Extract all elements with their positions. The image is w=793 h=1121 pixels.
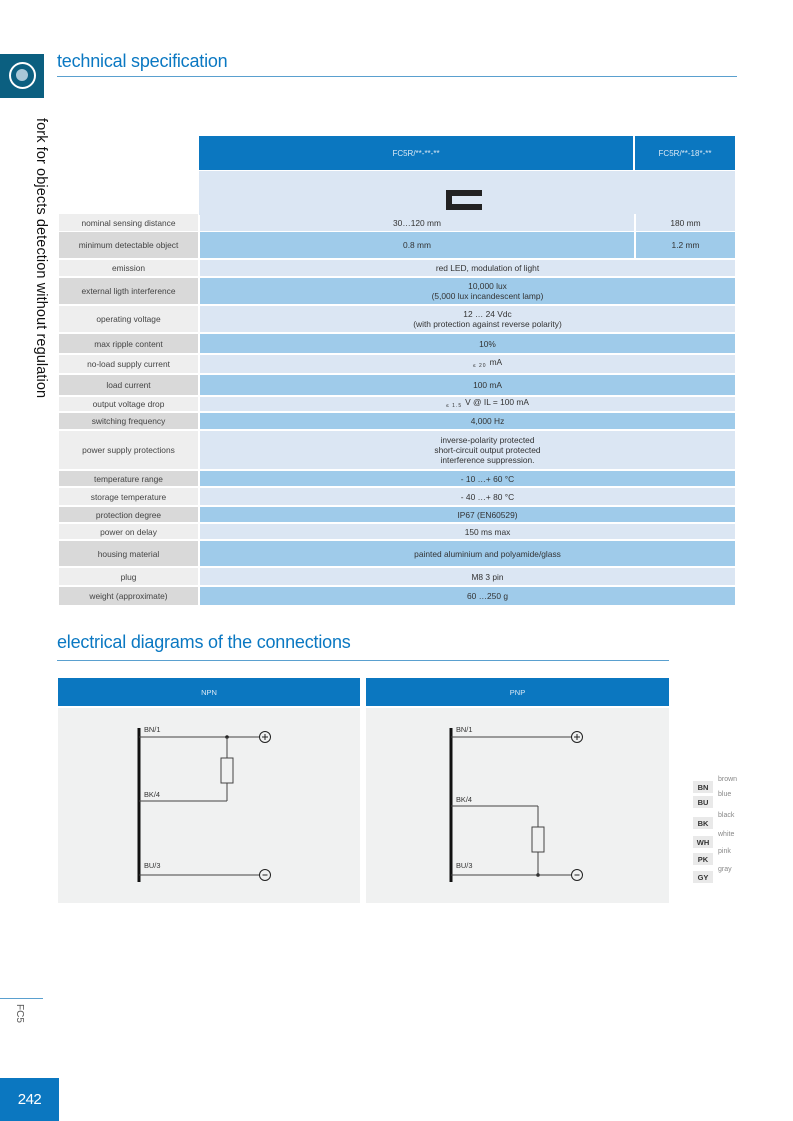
wire-label-bk: BK/4 xyxy=(144,790,161,799)
legend-item xyxy=(693,776,738,793)
spec-value xyxy=(200,334,735,353)
spec-value xyxy=(200,524,735,539)
wire-label-bu: BU/3 xyxy=(456,861,473,870)
value-line: inverse-polarity protected xyxy=(440,435,535,445)
spec-value-text xyxy=(461,474,514,484)
spec-value-text xyxy=(457,510,517,520)
fork-sensor-gap xyxy=(452,196,482,204)
spec-value-text xyxy=(473,357,502,371)
spec-value xyxy=(200,375,735,395)
spec-value xyxy=(200,260,735,276)
value-line: 12 … 24 Vdc xyxy=(463,309,512,319)
value-line: V @ IL = 100 mA xyxy=(465,397,529,407)
spec-value-text xyxy=(473,380,502,390)
spec-value xyxy=(200,232,735,258)
value-line: 10% xyxy=(479,338,496,349)
spec-row xyxy=(59,587,735,605)
legend-name: gray xyxy=(718,866,732,873)
spec-label: plug xyxy=(59,568,198,585)
spec-row xyxy=(59,375,735,395)
spec-value-model-1: 30…120 mm xyxy=(393,217,441,228)
spec-value xyxy=(200,488,735,505)
wire-label-bn: BN/1 xyxy=(144,725,161,734)
spec-value xyxy=(200,413,735,429)
legend-name: black xyxy=(718,812,735,819)
spec-value xyxy=(200,355,735,373)
spec-row xyxy=(59,278,735,304)
legend-name: brown xyxy=(718,776,738,783)
value-line: 100 mA xyxy=(473,380,502,390)
npn-schematic xyxy=(58,708,360,903)
sensor-circle-icon xyxy=(9,62,36,89)
legend-item xyxy=(693,812,735,829)
spec-row xyxy=(59,541,735,566)
legend-name: pink xyxy=(718,848,731,855)
spec-row xyxy=(59,232,735,258)
npn-diagram xyxy=(58,708,360,903)
model-header-2: FC5R/**-18*-** xyxy=(635,136,735,170)
legend-code: BN xyxy=(693,781,713,793)
spec-label: protection degree xyxy=(59,507,198,522)
spec-label: operating voltage xyxy=(59,306,198,332)
category-title: fork for objects detection without regulation xyxy=(33,118,49,399)
spec-value-text xyxy=(467,591,508,601)
spec-value-text xyxy=(465,527,511,537)
legend-name: white xyxy=(718,831,735,838)
spec-value xyxy=(200,471,735,486)
value-line: - 40 …+ 80 °C xyxy=(460,491,515,502)
spec-value-text xyxy=(414,549,561,559)
value-line: 4,000 Hz xyxy=(470,416,505,426)
spec-label: power on delay xyxy=(59,524,198,539)
spec-row xyxy=(59,431,735,469)
spec-value-model-2: 1.2 mm xyxy=(634,232,735,258)
diagrams-title-rule xyxy=(57,660,669,661)
wire-label-bk: BK/4 xyxy=(456,795,473,804)
spec-value-text xyxy=(446,397,529,411)
pnp-header: PNP xyxy=(366,678,669,706)
value-line: 10,000 lux xyxy=(468,281,507,291)
spec-value xyxy=(200,541,735,566)
spec-row xyxy=(59,306,735,332)
spec-label: housing material xyxy=(59,541,198,566)
spec-label: storage temperature xyxy=(59,488,198,505)
spec-value-text xyxy=(436,263,539,273)
legend-code: WH xyxy=(693,836,713,848)
legend-item xyxy=(693,848,731,865)
legend-code: GY xyxy=(693,871,713,883)
spec-value xyxy=(200,587,735,605)
spec-row xyxy=(59,524,735,539)
pnp-schematic xyxy=(366,708,669,903)
spec-row xyxy=(59,413,735,429)
spec-row xyxy=(59,397,735,411)
spec-value-text xyxy=(413,309,562,329)
value-line: short-circuit output protected xyxy=(434,445,541,455)
spec-value-text xyxy=(461,492,514,502)
spec-label: external ligth interference xyxy=(59,278,198,304)
value-line: painted aluminium and polyamide/glass xyxy=(414,548,561,559)
spec-title-rule xyxy=(57,76,737,77)
value-line: 60 …250 g xyxy=(467,591,508,601)
legend-item xyxy=(693,791,732,808)
spec-label: emission xyxy=(59,260,198,276)
value-line: IP67 (EN60529) xyxy=(457,509,518,520)
wire-label-bn: BN/1 xyxy=(456,725,473,734)
legend-code: PK xyxy=(693,853,713,865)
spec-value xyxy=(200,306,735,332)
value-prefix: ≤ 1.5 xyxy=(446,403,463,409)
spec-value-text xyxy=(479,339,496,349)
value-line: red LED, modulation of light xyxy=(435,263,540,273)
spec-value-text xyxy=(434,435,540,465)
spec-row xyxy=(59,488,735,505)
model-header-1: FC5R/**-**-** xyxy=(199,136,633,170)
spec-row xyxy=(59,507,735,522)
value-line: M8 3 pin xyxy=(471,571,504,582)
spec-value-text xyxy=(432,281,544,301)
product-code: FC5 xyxy=(14,1004,25,1023)
spec-label: load current xyxy=(59,375,198,395)
spec-row xyxy=(59,471,735,486)
diagrams-section-title: electrical diagrams of the connections xyxy=(57,632,351,652)
pnp-diagram xyxy=(366,708,669,903)
spec-label: weight (approximate) xyxy=(59,587,198,605)
spec-label: minimum detectable object xyxy=(59,232,198,258)
category-icon-box xyxy=(0,54,44,98)
spec-value xyxy=(200,214,735,231)
footer-rule xyxy=(0,998,43,999)
legend-code: BK xyxy=(693,817,713,829)
spec-value-text xyxy=(471,416,505,426)
spec-label: output voltage drop xyxy=(59,397,198,411)
spec-row xyxy=(59,334,735,353)
value-line: interference suppression. xyxy=(440,455,535,465)
page-number: 242 xyxy=(0,1078,59,1121)
spec-section-title: technical specification xyxy=(57,51,228,71)
legend-item xyxy=(693,831,735,848)
sensor-dot xyxy=(16,69,28,81)
spec-label: max ripple content xyxy=(59,334,198,353)
spec-label: nominal sensing distance xyxy=(59,214,198,231)
spec-value xyxy=(200,568,735,585)
spec-value xyxy=(200,507,735,522)
spec-label: temperature range xyxy=(59,471,198,486)
legend-item xyxy=(693,866,732,883)
spec-label: power supply protections xyxy=(59,431,198,469)
spec-row xyxy=(59,568,735,585)
value-line: mA xyxy=(489,357,503,367)
value-prefix: ≤ 20 xyxy=(472,363,487,369)
spec-value xyxy=(200,431,735,469)
spec-value-model-1: 0.8 mm xyxy=(403,240,431,250)
wire-label-bu: BU/3 xyxy=(144,861,161,870)
legend-code: BU xyxy=(693,796,713,808)
spec-row xyxy=(59,214,735,231)
spec-row xyxy=(59,355,735,373)
spec-label: no-load supply current xyxy=(59,355,198,373)
value-line: (with protection against reverse polarity) xyxy=(413,319,562,329)
legend-name: blue xyxy=(718,791,732,798)
load-resistor-icon xyxy=(221,758,233,783)
load-resistor-icon xyxy=(532,827,544,852)
npn-header: NPN xyxy=(58,678,360,706)
value-line: 150 ms max xyxy=(464,526,511,537)
spec-value-model-2: 180 mm xyxy=(634,214,735,231)
value-line: (5,000 lux incandescent lamp) xyxy=(431,291,544,301)
spec-label: switching frequency xyxy=(59,413,198,429)
value-line: - 10 …+ 60 °C xyxy=(460,473,515,484)
spec-value xyxy=(200,397,735,411)
spec-row xyxy=(59,260,735,276)
spec-value xyxy=(200,278,735,304)
spec-value-text xyxy=(471,572,503,582)
